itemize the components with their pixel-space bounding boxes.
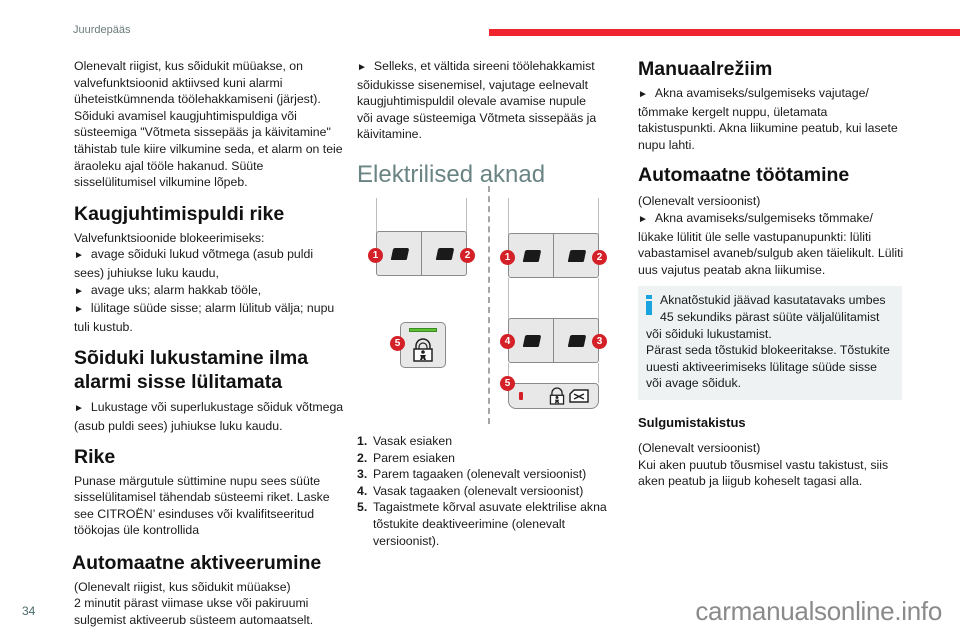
child-lock-icon xyxy=(549,387,565,405)
window-lock-icon xyxy=(569,389,589,403)
arrow-icon: ► xyxy=(74,250,84,262)
callout-badge-2: 2 xyxy=(592,250,607,265)
diagram-legend xyxy=(357,433,607,549)
heading-auto-activation: Automaatne aktiveerumine xyxy=(72,551,322,574)
remote-fault-step-3: ► lülitage süüde sisse; alarm lülitub välja; nupu tuli kustub. xyxy=(74,301,335,334)
callout-badge-1: 1 xyxy=(368,248,383,263)
child-lock-switch[interactable] xyxy=(400,322,446,368)
front-switch-panel-left xyxy=(376,231,467,276)
window-button-icon xyxy=(391,248,410,260)
arrow-icon: ► xyxy=(357,62,367,73)
switch-left-front[interactable] xyxy=(509,234,554,277)
legend-item: 2. Parem esiaken xyxy=(357,450,456,465)
heading-lock-without-alarm: Sõiduki lukustamine ilma alarmi sisse lülitamata xyxy=(74,347,309,394)
section-header: Juurdepääs xyxy=(73,24,131,36)
window-switch-diagram xyxy=(357,186,607,426)
watermark: carmanualsonline.info xyxy=(695,596,942,626)
child-lock-icon xyxy=(412,338,434,362)
callout-badge-2: 2 xyxy=(460,248,475,263)
info-icon xyxy=(646,295,652,317)
green-led-indicator xyxy=(409,328,437,332)
heading-remote-fault: Kaugjuhtimispuldi rike xyxy=(74,202,285,225)
rear-child-lock-bar[interactable] xyxy=(508,383,599,409)
remote-fault-lead: Valvefunktsioonide blokeerimiseks: xyxy=(74,230,265,245)
lock-without-alarm-step: ► Lukustage või superlukustage sõiduk võtmega (asub puldi sees) juhiukse luku kaudu. xyxy=(74,400,344,433)
window-button-icon xyxy=(523,335,542,347)
arrow-icon: ► xyxy=(74,285,84,297)
window-button-icon xyxy=(523,250,542,262)
automatic-note: (Olenevalt versioonist) xyxy=(638,194,761,209)
right-column xyxy=(638,58,908,490)
info-text-2: Pärast seda tõstukid blokeeritakse. Tõstukite uuesti aktiveerimiseks lülitage süüde sisse või avage sõiduk. xyxy=(646,343,890,391)
anti-pinch-text: Kui aken puutub tõusmisel vastu takistust, siis aken peatub ja liigub koheselt tagasi alla. xyxy=(638,457,889,489)
switch-left-rear[interactable] xyxy=(509,319,554,362)
manual-mode-step: ► Akna avamiseks/sulgemiseks vajutage/ tõmmake kergelt nuppu, ületamata takistuspunkti. Akna liikumine peatub, kui lasete nupu lahti. xyxy=(638,86,898,152)
wire xyxy=(598,198,599,238)
heading-fault: Rike xyxy=(74,445,116,468)
callout-badge-5: 5 xyxy=(390,336,405,351)
wire xyxy=(598,363,599,383)
window-button-icon xyxy=(568,335,587,347)
anti-pinch-note: (Olenevalt versioonist) xyxy=(638,440,761,455)
heading-automatic-operation: Automaatne töötamine xyxy=(638,164,850,187)
legend-item: 3. Parem tagaaken (olenevalt versioonist) xyxy=(357,467,587,482)
remote-fault-step-1: ► avage sõiduki lukud võtmega (asub puldi sees) juhiukse luku kaudu, xyxy=(74,247,314,280)
legend-item: 5. Tagaistmete kõrval asuvate elektrilise akna tõstukite deaktiveerimine (olenevalt versioonist). xyxy=(357,500,607,548)
window-button-icon xyxy=(568,250,587,262)
arrow-icon: ► xyxy=(638,213,648,225)
callout-badge-3: 3 xyxy=(592,334,607,349)
arrow-icon: ► xyxy=(74,304,84,316)
diagram-divider xyxy=(488,186,490,424)
heading-manual-mode: Manuaalrežiim xyxy=(638,58,773,80)
callout-badge-1: 1 xyxy=(500,250,515,265)
auto-activation-note: (Olenevalt riigist, kus sõidukit müüakse) xyxy=(74,579,291,594)
heading-electric-windows: Elektrilised aknad xyxy=(357,160,546,188)
legend-list xyxy=(357,433,607,549)
remote-fault-step-2: ► avage uks; alarm hakkab tööle, xyxy=(74,282,344,301)
callout-badge-4: 4 xyxy=(500,334,515,349)
red-led-indicator xyxy=(519,392,523,400)
header-accent-bar xyxy=(489,29,960,36)
wire xyxy=(598,278,599,322)
window-button-icon xyxy=(436,248,455,260)
heading-anti-pinch: Sulgumistakistus xyxy=(638,414,746,430)
legend-item: 1. Vasak esiaken xyxy=(357,434,453,448)
fault-text: Punase märgutule süttimine nupu sees süüte sisselülitamisel tähendab süsteemi riket. Laske see CITROËN’ esinduses või kvalifitseeritud töökojas üle kontrollida xyxy=(74,473,330,538)
auto-activation-text: 2 minutit pärast viimase ukse või pakiruumi sulgemist aktiveerub süsteem automaatselt. xyxy=(74,596,314,628)
page-number: 34 xyxy=(22,604,36,618)
siren-avoid-step: ► Selleks, et vältida sireeni töölehakkamist sõidukisse sisenemisel, vajutage eelnevalt kaugjuhtimispuldil olevale avamise nupule või avage süsteemiga Võtmeta sissepääs ja käivitamine. xyxy=(357,59,597,142)
info-box xyxy=(638,286,902,400)
middle-column xyxy=(357,58,605,189)
wire xyxy=(508,278,509,322)
callout-badge-5: 5 xyxy=(500,376,515,391)
alarm-intro-text: Olenevalt riigist, kus sõidukit müüakse, on valvefunktsioonid aktiivsed kuni alarmi üheteistkümnenda töölehakkamiseni (järjest). Sõiduki avamisel kaugjuhtimispuldiga või süsteemiga "Võtmeta sissepääs ja käivitamine" tähistab tule kiire vilkumine seda, et alarm on teie äraoleku ajal tööle hakanud. Süüte sisselülitumisel vilkumine lõpeb. xyxy=(74,59,343,190)
rear-switch-panel xyxy=(508,318,599,363)
automatic-step: ► Akna avamiseks/sulgemiseks tõmmake/ lükake lülitit üle selle vastupanupunkti: lüliti vabastamisel avaneb/sulgub aken täielikult. Lüliti uus vajutus peatab akna liikumise. xyxy=(638,210,904,277)
arrow-icon: ► xyxy=(74,403,84,415)
wire xyxy=(508,198,509,238)
front-switch-panel-right xyxy=(508,233,599,278)
legend-item: 4. Vasak tagaaken (olenevalt versioonist) xyxy=(357,483,584,498)
info-text-1: Aknatõstukid jäävad kasutatavaks umbes 45 sekundiks pärast süüte väljalülitamist või sõiduki lukustamist. xyxy=(646,293,886,341)
switch-left-front[interactable] xyxy=(377,232,422,275)
left-column xyxy=(74,58,344,629)
arrow-icon: ► xyxy=(638,89,648,100)
